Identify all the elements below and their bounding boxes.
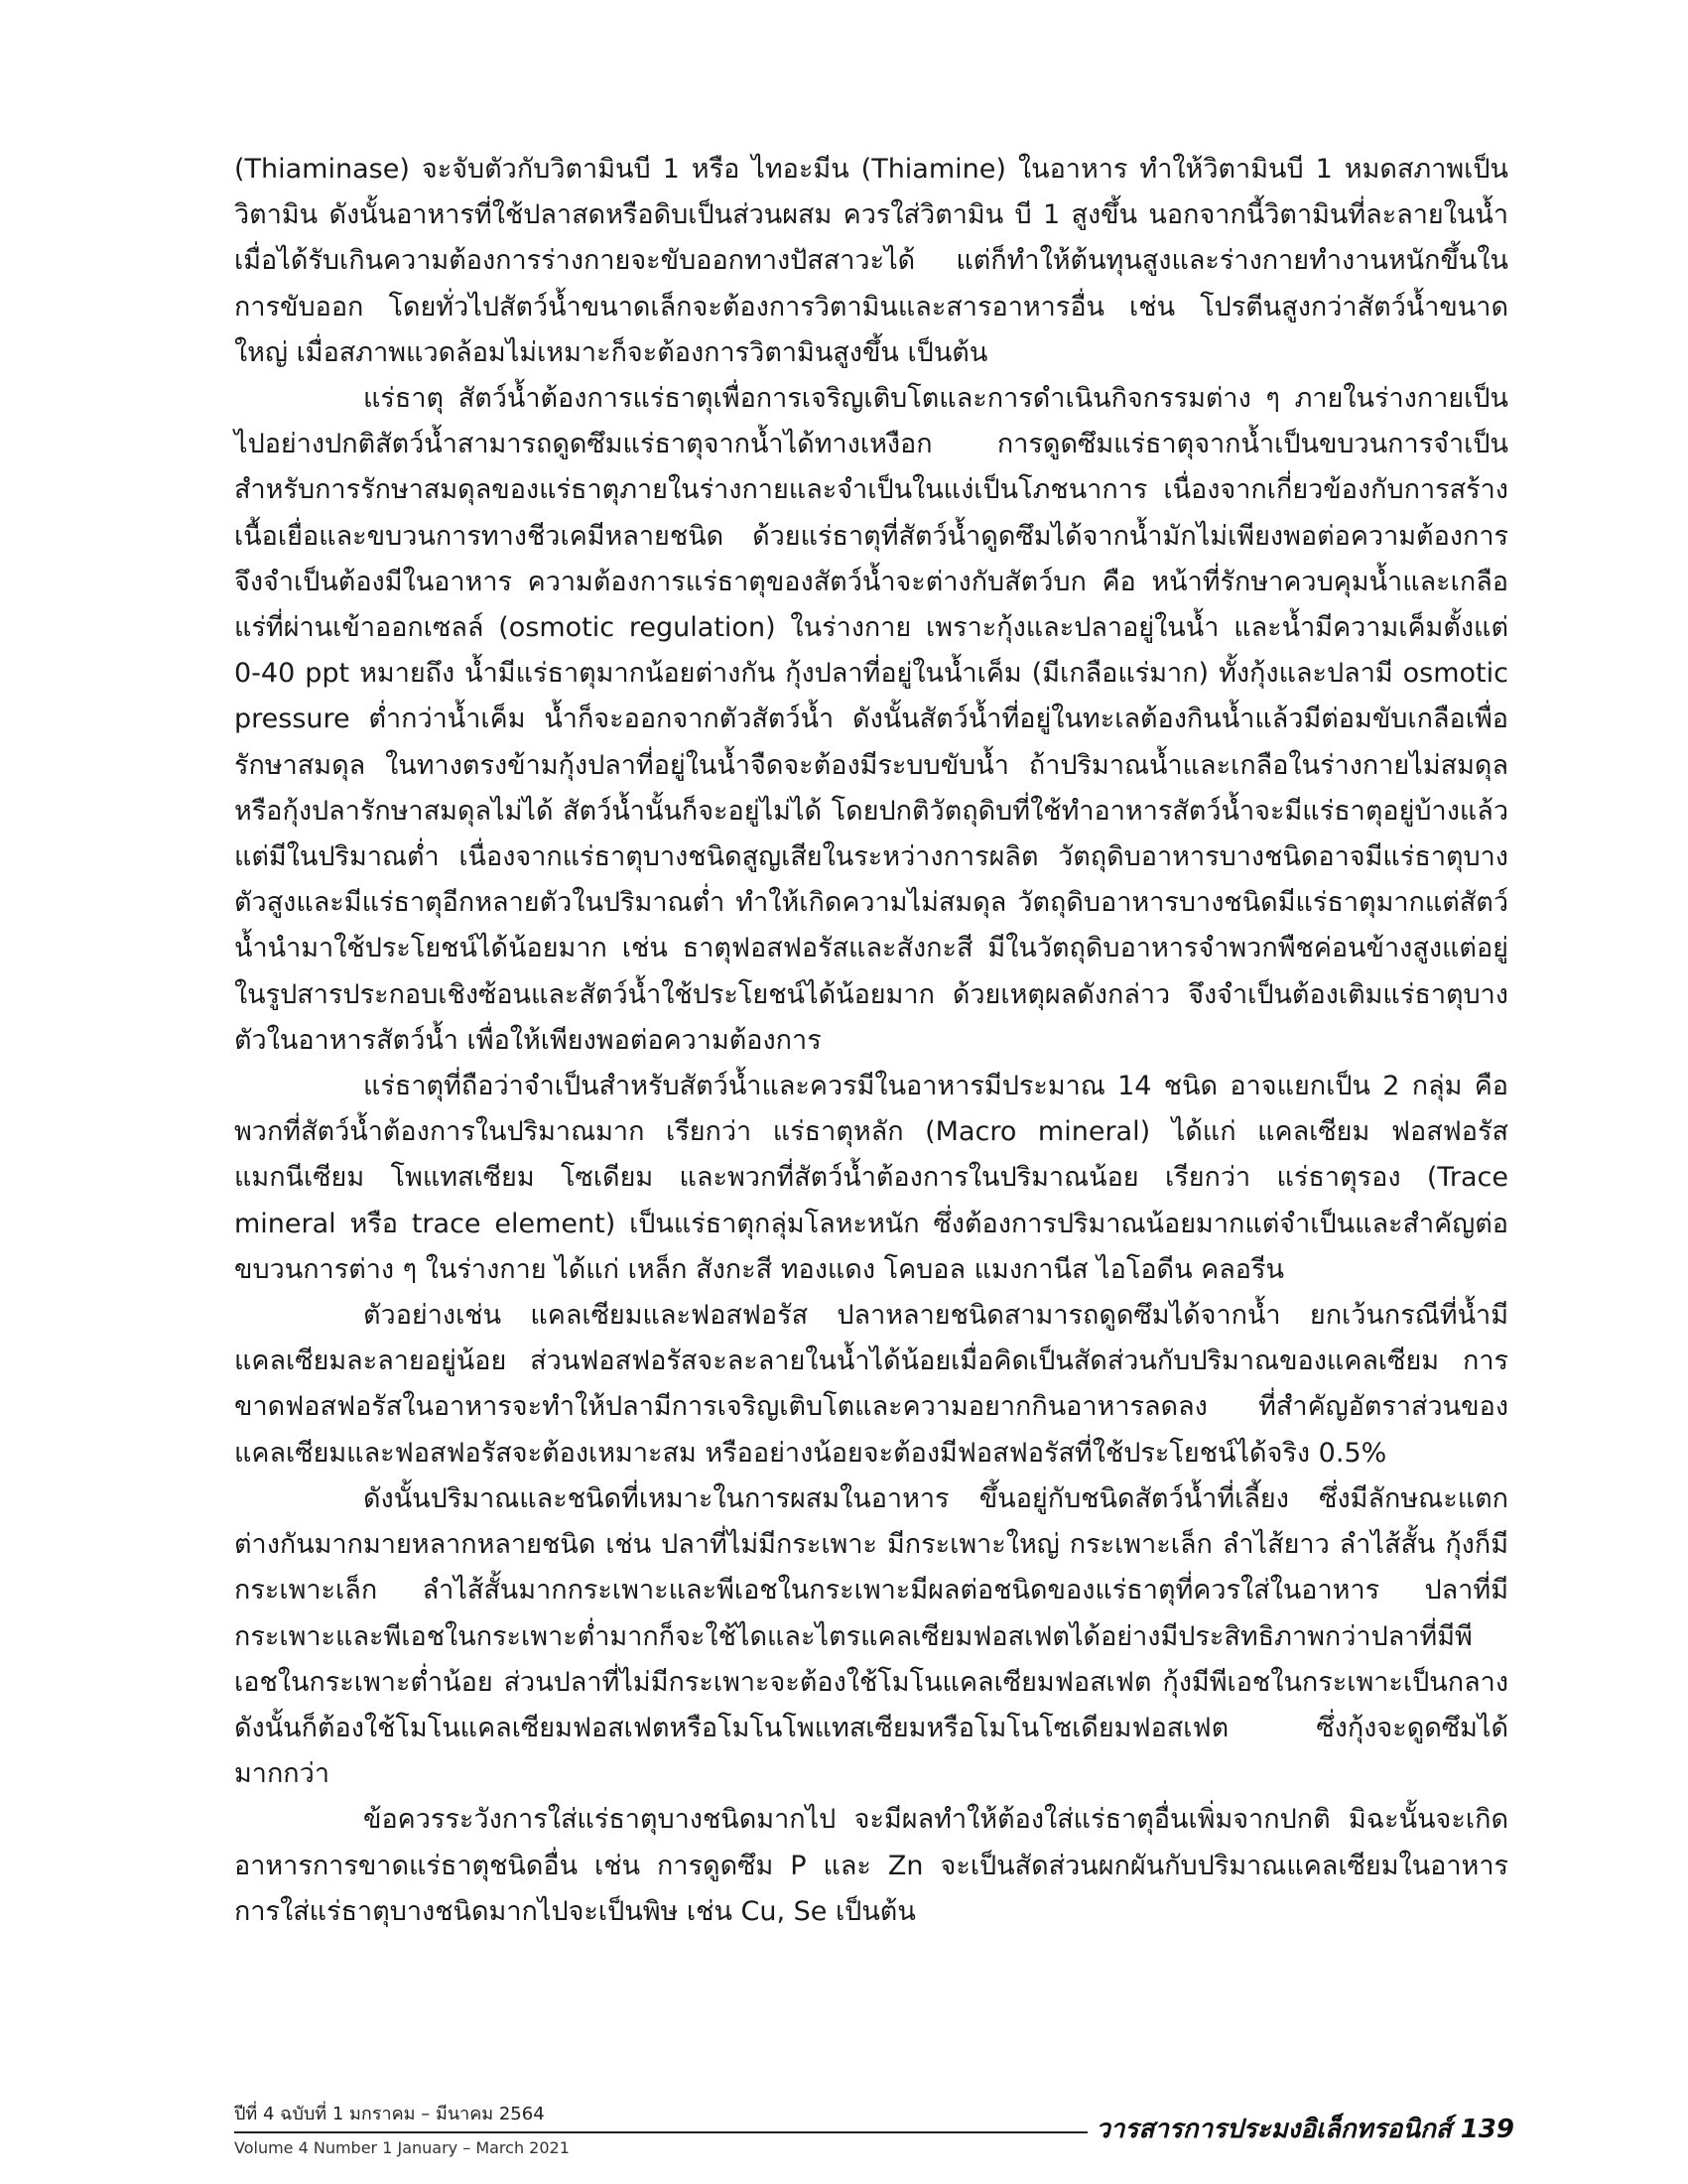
footer-issue-english: Volume 4 Number 1 January – March 2021 xyxy=(234,2138,570,2157)
paragraph-minerals-intro: แร่ธาตุ สัตว์น้ำต้องการแร่ธาตุเพื่อการเจริญเติบโตและการดำเนินกิจกรรมต่าง ๆ ภายในร่างกายเป็นไปอย่างปกติสัตว์น้ำสามารถดูดซึมแร่ธาตุจากน้ำได้ทางเหงือก การดูดซึมแร่ธาตุจากน้ำเป็นขบวนการจำเป็นสำหรับการรักษาสมดุลของแร่ธาตุภายในร่างกายและจำเป็นในแง่เป็นโภชนาการ เนื่องจากเกี่ยวข้องกับการสร้างเนื้อเยื่อและขบวนการทางชีวเคมีหลายชนิด ด้วยแร่ธาตุที่สัตว์น้ำดูดซึมได้จากน้ำมักไม่เพียงพอต่อความต้องการ จึงจำเป็นต้องมีในอาหาร ความต้องการแร่ธาตุของสัตว์น้ำจะต่างกับสัตว์บก คือ หน้าที่รักษาควบคุมน้ำและเกลือแร่ที่ผ่านเข้าออกเซลล์ (osmotic regulation) ในร่างกาย เพราะกุ้งและปลาอยู่ในน้ำ และน้ำมีความเค็มตั้งแต่ 0-40 ppt หมายถึง น้ำมีแร่ธาตุมากน้อยต่างกัน กุ้งปลาที่อยู่ในน้ำเค็ม (มีเกลือแร่มาก) ทั้งกุ้งและปลามี osmotic pressure ต่ำกว่าน้ำเค็ม น้ำก็จะออกจากตัวสัตว์น้ำ ดังนั้นสัตว์น้ำที่อยู่ในทะเลต้องกินน้ำแล้วมีต่อมขับเกลือเพื่อรักษาสมดุล ในทางตรงข้ามกุ้งปลาที่อยู่ในน้ำจืดจะต้องมีระบบขับน้ำ ถ้าปริมาณน้ำและเกลือในร่างกายไม่สมดุล หรือกุ้งปลารักษาสมดุลไม่ได้ สัตว์น้ำนั้นก็จะอยู่ไม่ได้ โดยปกติวัตถุดิบที่ใช้ทำอาหารสัตว์น้ำจะมีแร่ธาตุอยู่บ้างแล้วแต่มีในปริมาณต่ำ เนื่องจากแร่ธาตุบางชนิดสูญเสียในระหว่างการผลิต วัตถุดิบอาหารบางชนิดอาจมีแร่ธาตุบางตัวสูงและมีแร่ธาตุอีกหลายตัวในปริมาณต่ำ ทำให้เกิดความไม่สมดุล วัตถุดิบอาหารบางชนิดมีแร่ธาตุมากแต่สัตว์น้ำนำมาใช้ประโยชน์ได้น้อยมาก เช่น ธาตุฟอสฟอรัสและสังกะสี มีในวัตถุดิบอาหารจำพวกพืชค่อนข้างสูงแต่อยู่ในรูปสารประกอบเชิงซ้อนและสัตว์น้ำใช้ประโยชน์ได้น้อยมาก ด้วยเหตุผลดังกล่าว จึงจำเป็นต้องเติมแร่ธาตุบางตัวในอาหารสัตว์น้ำ เพื่อให้เพียงพอต่อความต้องการ xyxy=(234,383,1508,1056)
paragraph-caution: ข้อควรระวังการใส่แร่ธาตุบางชนิดมากไป จะมีผลทำให้ต้องใส่แร่ธาตุอื่นเพิ่มจากปกติ มิฉะนั้นจะเกิดอาหารการขาดแร่ธาตุชนิดอื่น เช่น การดูดซึม P และ Zn จะเป็นสัดส่วนผกผันกับปริมาณแคลเซียมในอาหาร การใส่แร่ธาตุบางชนิดมากไปจะเป็นพิษ เช่น Cu, Se เป็นต้น xyxy=(234,1804,1508,1927)
page-footer xyxy=(234,2099,1514,2168)
paragraph-stomach-types: ดังนั้นปริมาณและชนิดที่เหมาะในการผสมในอาหาร ขึ้นอยู่กับชนิดสัตว์น้ำที่เลี้ยง ซึ่งมีลักษณะแตกต่างกันมากมายหลากหลายชนิด เช่น ปลาที่ไม่มีกระเพาะ มีกระเพาะใหญ่ กระเพาะเล็ก ลำไส้ยาว ลำไส้สั้น กุ้งก็มีกระเพาะเล็ก ลำไส้สั้นมากกระเพาะและพีเอชในกระเพาะมีผลต่อชนิดของแร่ธาตุที่ควรใส่ในอาหาร ปลาที่มีกระเพาะและพีเอชในกระเพาะต่ำมากก็จะใช้ไดและไตรแคลเซียมฟอสเฟตได้อย่างมีประสิทธิภาพกว่าปลาที่มีพีเอชในกระเพาะต่ำน้อย ส่วนปลาที่ไม่มีกระเพาะจะต้องใช้โมโนแคลเซียมฟอสเฟต กุ้งมีพีเอชในกระเพาะเป็นกลาง ดังนั้นก็ต้องใช้โมโนแคลเซียมฟอสเฟตหรือโมโนโพแทสเซียมหรือโมโนโซเดียมฟอสเฟต ซึ่งกุ้งจะดูดซึมได้มากกว่า xyxy=(234,1482,1508,1790)
footer-journal-title xyxy=(1088,2109,1514,2149)
footer-issue-thai: ปีที่ 4 ฉบับที่ 1 มกราคม – มีนาคม 2564 xyxy=(234,2104,545,2124)
article-body xyxy=(234,147,1508,1935)
journal-name: วารสารการประมงอิเล็กทรอนิกส์ xyxy=(1096,2115,1452,2144)
page-number: 139 xyxy=(1460,2115,1514,2144)
paragraph-vitamin-continued: (Thiaminase) จะจับตัวกับวิตามินบี 1 หรือ ไทอะมีน (Thiamine) ในอาหาร ทำให้วิตามินบี 1 หมดสภาพเป็นวิตามิน ดังนั้นอาหารที่ใช้ปลาสดหรือดิบเป็นส่วนผสม ควรใส่วิตามิน บี 1 สูงขึ้น นอกจากนี้วิตามินที่ละลายในน้ำเมื่อได้รับเกินความต้องการร่างกายจะขับออกทางปัสสาวะได้ แต่ก็ทำให้ต้นทุนสูงและร่างกายทำงานหนักขึ้นในการขับออก โดยทั่วไปสัตว์น้ำขนาดเล็กจะต้องการวิตามินและสารอาหารอื่น เช่น โปรตีนสูงกว่าสัตว์น้ำขนาดใหญ่ เมื่อสภาพแวดล้อมไม่เหมาะก็จะต้องการวิตามินสูงขึ้น เป็นต้น xyxy=(234,154,1508,368)
paragraph-essential-minerals: แร่ธาตุที่ถือว่าจำเป็นสำหรับสัตว์น้ำและควรมีในอาหารมีประมาณ 14 ชนิด อาจแยกเป็น 2 กลุ่ม คือ พวกที่สัตว์น้ำต้องการในปริมาณมาก เรียกว่า แร่ธาตุหลัก (Macro mineral) ได้แก่ แคลเซียม ฟอสฟอรัส แมกนีเซียม โพแทสเซียม โซเดียม และพวกที่สัตว์น้ำต้องการในปริมาณน้อย เรียกว่า แร่ธาตุรอง (Trace mineral หรือ trace element) เป็นแร่ธาตุกลุ่มโลหะหนัก ซึ่งต้องการปริมาณน้อยมากแต่จำเป็นและสำคัญต่อขบวนการต่าง ๆ ในร่างกาย ได้แก่ เหล็ก สังกะสี ทองแดง โคบอล แมงกานีส ไอโอดีน คลอรีน xyxy=(234,1071,1508,1285)
paragraph-calcium-phosphorus: ตัวอย่างเช่น แคลเซียมและฟอสฟอรัส ปลาหลายชนิดสามารถดูดซึมได้จากน้ำ ยกเว้นกรณีที่น้ำมีแคลเซียมละลายอยู่น้อย ส่วนฟอสฟอรัสจะละลายในน้ำได้น้อยเมื่อคิดเป็นสัดส่วนกับปริมาณของแคลเซียม การขาดฟอสฟอรัสในอาหารจะทำให้ปลามีการเจริญเติบโตและความอยากกินอาหารลดลง ที่สำคัญอัตราส่วนของแคลเซียมและฟอสฟอรัสจะต้องเหมาะสม หรืออย่างน้อยจะต้องมีฟอสฟอรัสที่ใช้ประโยชน์ได้จริง 0.5% xyxy=(234,1300,1508,1469)
